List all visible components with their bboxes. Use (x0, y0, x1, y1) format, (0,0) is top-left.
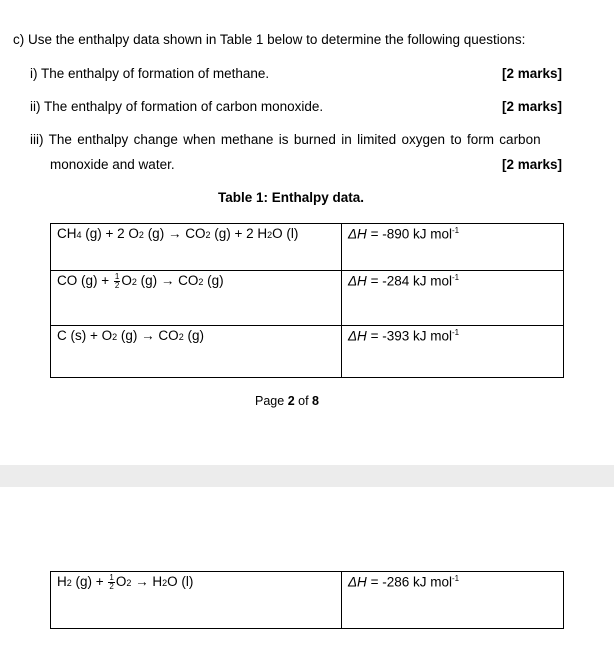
question-intro: c) Use the enthalpy data shown in Table 1 below to determine the following questions: (13, 32, 526, 47)
question-item-iii-line1: iii) The enthalpy change when methane is burned in limited oxygen to form carbon (30, 132, 541, 147)
table-row (51, 271, 564, 326)
equation-co-combustion: CO (g) + $\frac{1}{2}$ O2 (g) → CO2 (g) (57, 272, 224, 290)
enthalpy-cell: ΔH = -286 kJ mol$^{-1}$ (342, 572, 564, 629)
enthalpy-table (50, 223, 564, 378)
equation-cell (51, 271, 342, 326)
equation-cell (51, 224, 342, 271)
question-item-ii: ii) The enthalpy of formation of carbon monoxide. (30, 99, 324, 114)
page-number: Page 2 of 8 (255, 394, 319, 408)
question-item-iii-line2: monoxide and water. (50, 157, 175, 172)
equation-cell (51, 326, 342, 378)
marks-item-ii: [2 marks] (501, 99, 562, 114)
equation-hydrogen-combustion: H2 (g) + $\frac{1}{2}$ O2 → H2O (l) (57, 573, 194, 591)
question-item-i: i) The enthalpy of formation of methane. (30, 66, 270, 81)
enthalpy-cell: ΔH = -393 kJ mol$^{-1}$ (342, 326, 564, 378)
marks-item-iii: [2 marks] (501, 157, 562, 172)
enthalpy-cell: ΔH = -890 kJ mol$^{-1}$ (342, 224, 564, 271)
table-row (51, 224, 564, 271)
equation-cell (51, 572, 342, 629)
equation-carbon-combustion: C (s) + O2 (g) → CO2 (g) (57, 328, 204, 343)
equation-methane-combustion: CH4 (g) + 2 O2 (g) → CO2 (g) + 2 H2O (l) (57, 226, 299, 241)
table-row (51, 326, 564, 378)
enthalpy-cell: ΔH = -284 kJ mol$^{-1}$ (342, 271, 564, 326)
page-separator (0, 465, 614, 487)
table-caption: Table 1: Enthalpy data. (218, 190, 365, 205)
enthalpy-table-continued (50, 571, 564, 629)
marks-item-i: [2 marks] (501, 66, 562, 81)
table-row (51, 572, 564, 629)
document-page-3 (0, 487, 614, 670)
